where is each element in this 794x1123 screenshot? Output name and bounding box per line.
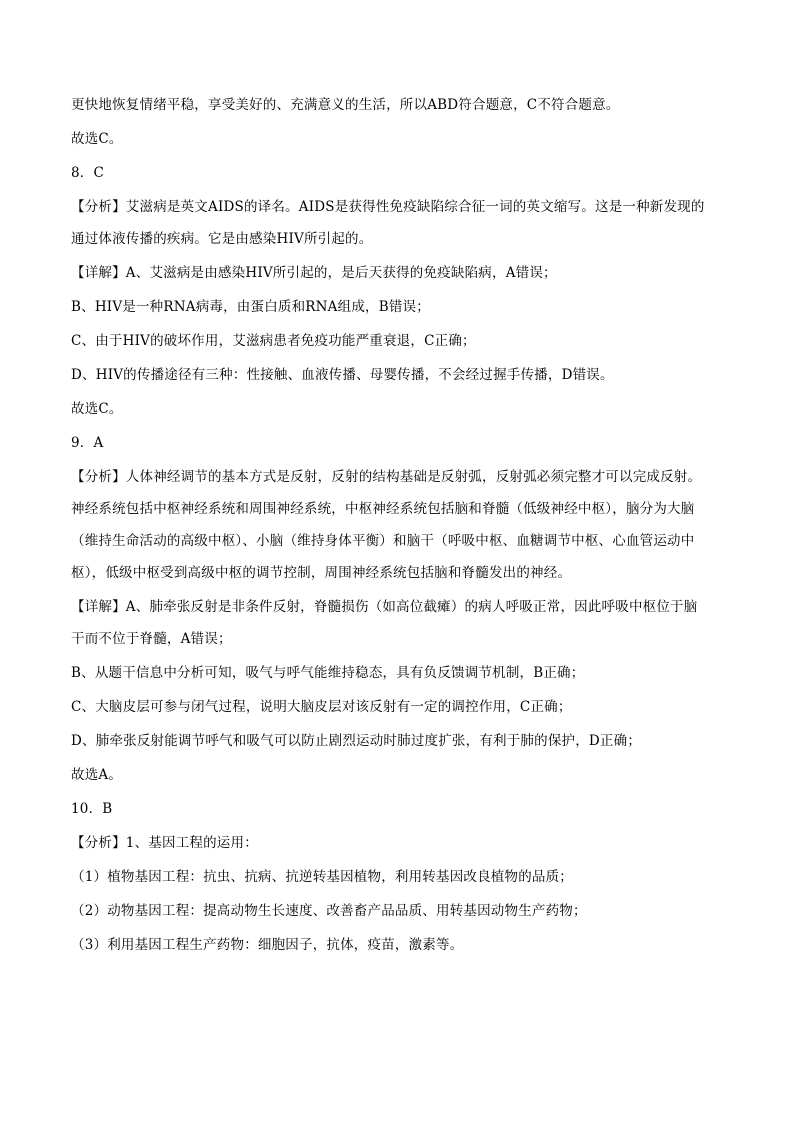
analysis-line: 通过体液传播的疾病。它是由感染HIV所引起的。: [71, 231, 373, 247]
detail-line: D、肺牵张反射能调节呼气和吸气可以防止剧烈运动时肺过度扩张，有利于肺的保护，D正确；: [71, 733, 642, 749]
answer-line: 故选A。: [71, 767, 123, 783]
analysis-line: 【分析】艾滋病是英文AIDS的译名。AIDS是获得性免疫缺陷综合征一词的英文缩写。这是一种新发现的: [71, 199, 705, 215]
detail-line: B、从题干信息中分析可知，吸气与呼气能维持稳态，具有负反馈调节机制，B正确；: [71, 665, 585, 681]
answer-line: 故选C。: [71, 401, 123, 417]
text-line: 更快地恢复情绪平稳，享受美好的、充满意义的生活，所以ABD符合题意，C不符合题意。: [71, 97, 620, 113]
document-page: [71, 96, 723, 954]
analysis-line: 【分析】1、基因工程的运用：: [71, 835, 258, 851]
detail-line: C、由于HIV的破坏作用，艾滋病患者免疫功能严重衰退，C正确；: [71, 333, 476, 349]
detail-line: C、大脑皮层可参与闭气过程，说明大脑皮层对该反射有一定的调控作用，C正确；: [71, 699, 572, 715]
detail-line: B、HIV是一种RNA病毒，由蛋白质和RNA组成，B错误；: [71, 299, 430, 315]
detail-line: 【详解】A、艾滋病是由感染HIV所引起的，是后天获得的免疫缺陷病，A错误；: [71, 265, 557, 281]
detail-line: 干而不位于脊髓，A错误；: [71, 631, 232, 647]
detail-line: 【详解】A、肺牵张反射是非条件反射，脊髓损伤（如高位截瘫）的病人呼吸正常，因此呼吸中枢位于脑: [71, 599, 698, 615]
detail-line: D、HIV的传播途径有三种：性接触、血液传播、母婴传播，不会经过握手传播，D错误。: [71, 367, 614, 383]
analysis-line: （2）动物基因工程：提高动物生长速度、改善畜产品品质、用转基因动物生产药物；: [71, 903, 587, 919]
analysis-line: （3）利用基因工程生产药物：细胞因子，抗体，疫苗，激素等。: [71, 937, 464, 953]
question-number: 10．B: [71, 801, 113, 817]
analysis-line: 神经系统包括中枢神经系统和周围神经系统，中枢神经系统包括脑和脊髓（低级神经中枢），脑分为大脑: [71, 501, 695, 517]
analysis-line: 枢），低级中枢受到高级中枢的调节控制，周围神经系统包括脑和脊髓发出的神经。: [71, 565, 572, 581]
text-line: 故选C。: [71, 131, 123, 147]
analysis-line: （维持生命活动的高级中枢）、小脑（维持身体平衡）和脑干（呼吸中枢、血糖调节中枢、心血管运动中: [71, 533, 695, 549]
analysis-line: 【分析】人体神经调节的基本方式是反射，反射的结构基础是反射弧，反射弧必须完整才可以完成反射。: [71, 469, 702, 485]
question-number: 9．A: [71, 435, 104, 451]
analysis-line: （1）植物基因工程：抗虫、抗病、抗逆转基因植物，利用转基因改良植物的品质；: [71, 869, 573, 885]
question-number: 8．C: [71, 165, 105, 181]
